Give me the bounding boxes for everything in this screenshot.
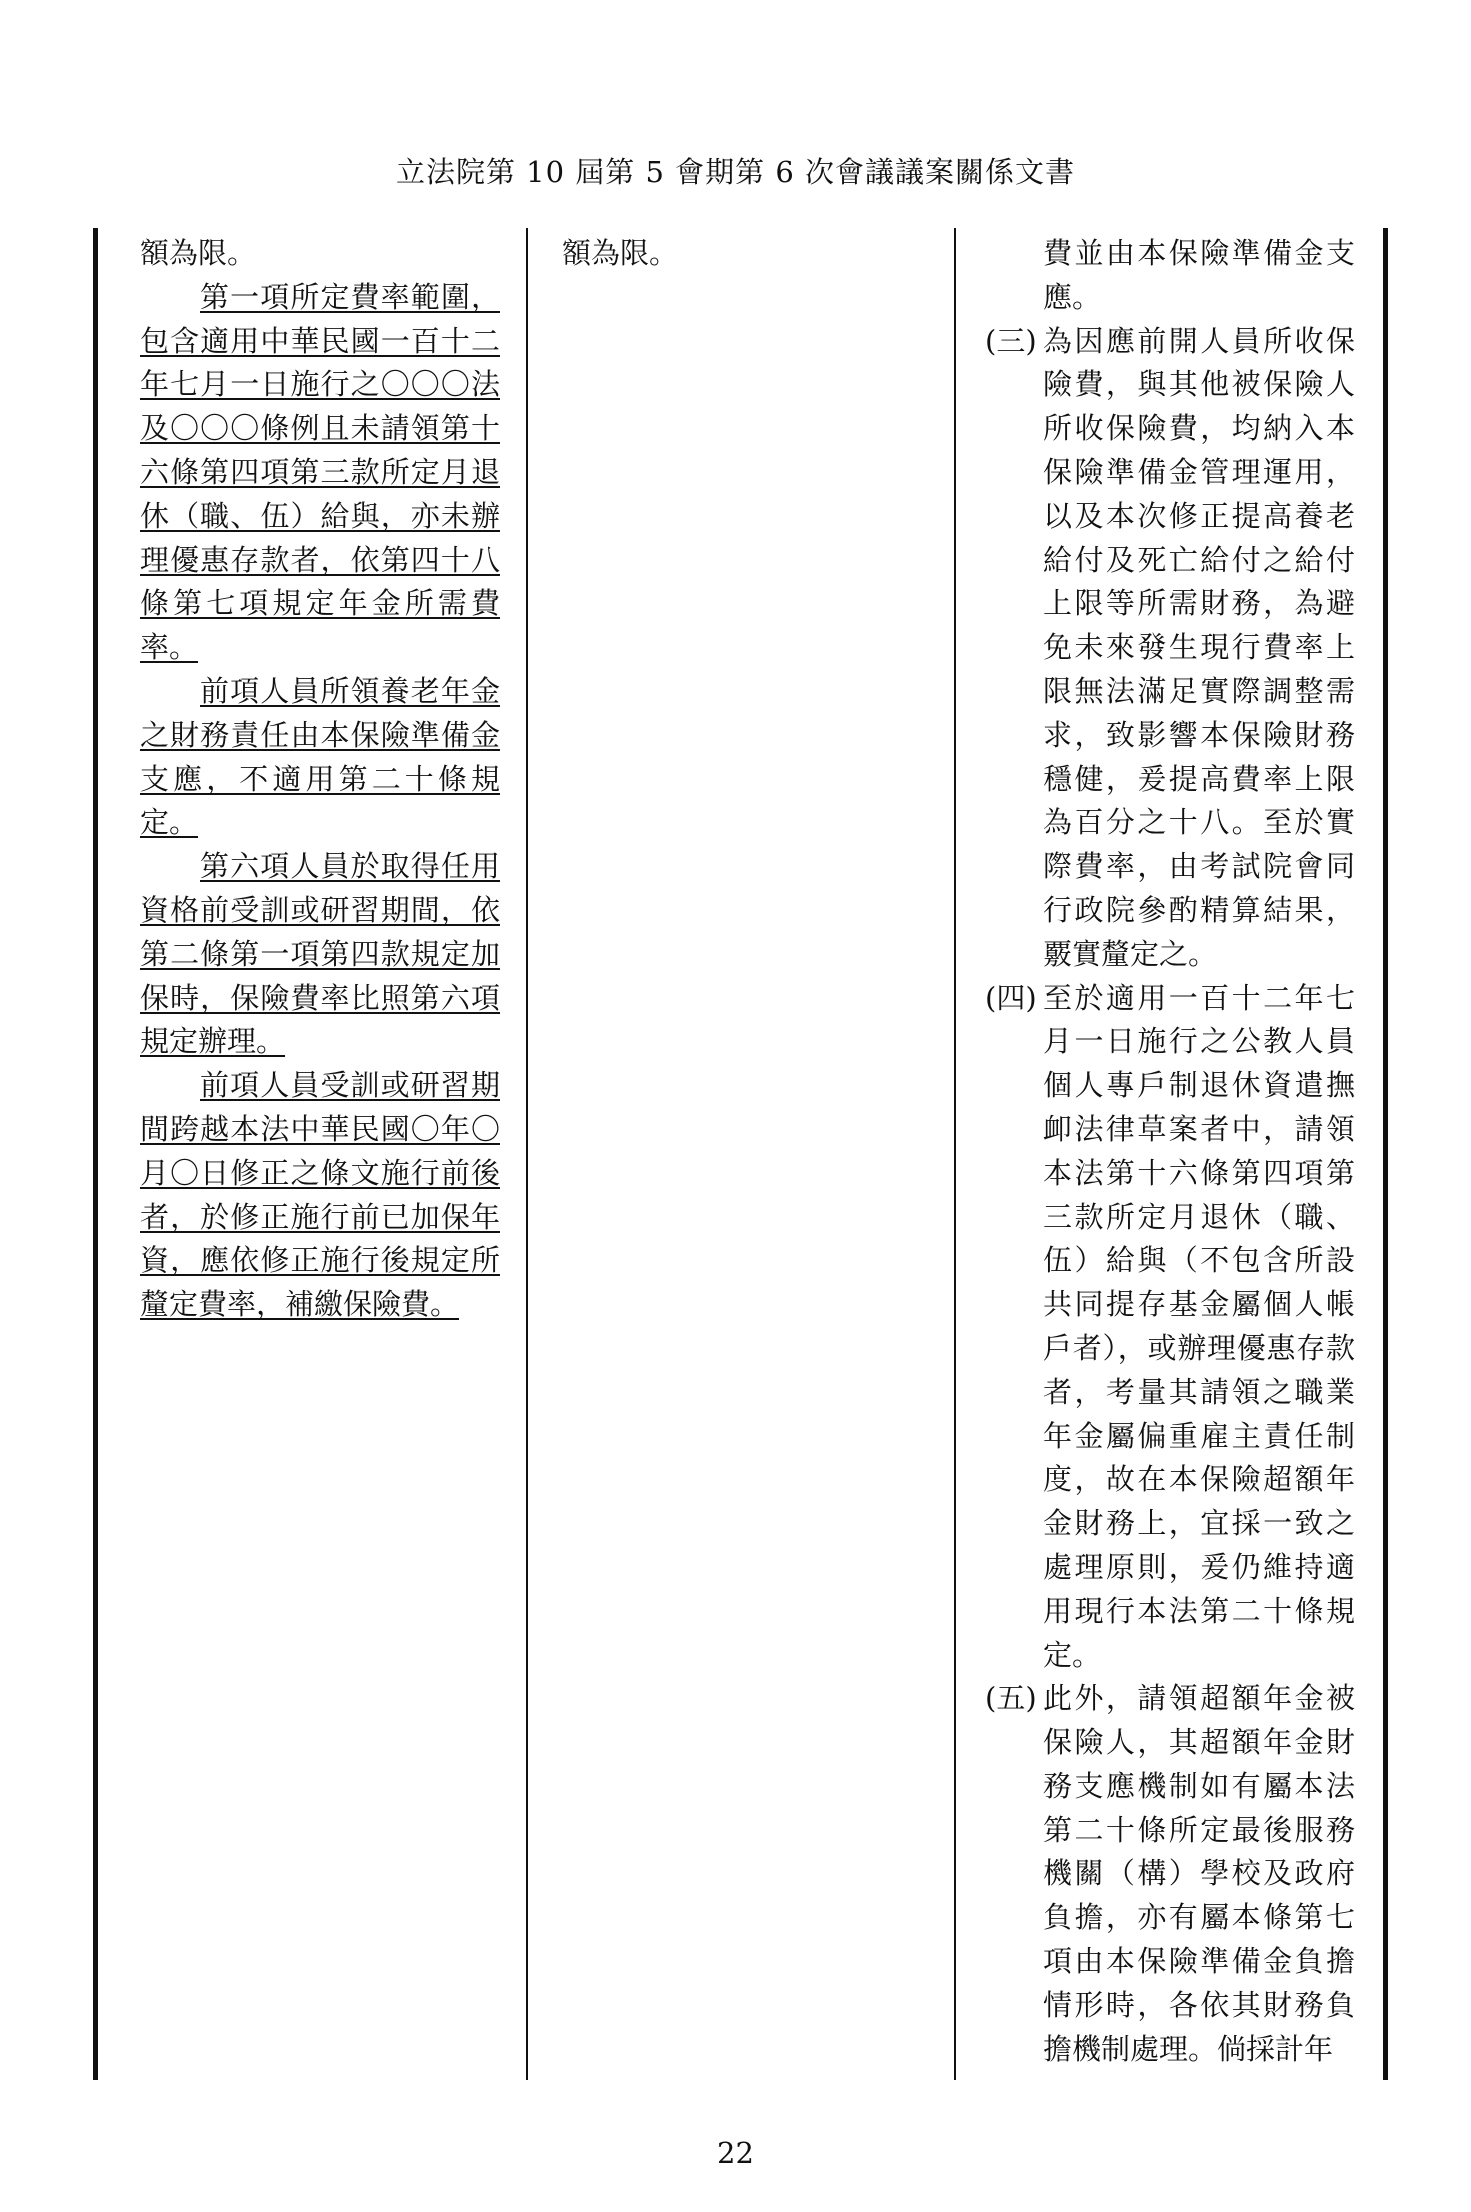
item-text: 此外，請領超額年金被保險人，其超額年金財務支應機制如有屬本法第二十條所定最後服務機關（構）學校及政府負擔，亦有屬本條第七項由本保險準備金負擔情形時，各依其財務負擔機制處理。倘採計年 bbox=[1043, 1681, 1355, 2066]
item-text: 至於適用一百十二年七月一日施行之公教人員個人專戶制退休資遣撫卹法律草案者中，請領本法第十六條第四項第三款所定月退休（職、伍）給與（不包含所設共同提存基金屬個人帳戶者），或辦理優惠存款者，考量其請領之職業年金屬偏重雇主責任制度，故在本保險超額年金財務上，宜採一致之處理原則，爰仍維持適用現行本法第二十條規定。 bbox=[1043, 980, 1355, 1672]
item-text: 為因應前開人員所收保險費，與其他被保險人所收保險費，均納入本保險準備金管理運用，以及本次修正提高養老給付及死亡給付之給付上限等所需財務，為避免未來發生現行費率上限無法滿足實際調整需求，致影響本保險財務穩健，爰提高費率上限為百分之十八。至於實際費率，由考試院會同行政院參酌精算結果，覈實釐定之。 bbox=[1043, 323, 1355, 971]
document-header: 立法院第 10 屆第 5 會期第 6 次會議議案關係文書 bbox=[395, 155, 1076, 189]
item-number: (四) bbox=[985, 980, 1037, 1015]
col1-paragraph: 第一項所定費率範圍，包含適用中華民國一百十二年七月一日施行之〇〇〇法及〇〇〇條例且未請領第十六條第四項第三款所定月退休（職、伍）給與，亦未辦理優惠存款者，依第四十八條第七項規定年金所需費率。 bbox=[140, 279, 500, 665]
col1-lead: 額為限。 bbox=[140, 236, 257, 270]
item-number: (五) bbox=[985, 1681, 1037, 1716]
col1-paragraph: 前項人員所領養老年金之財務責任由本保險準備金支應，不適用第二十條規定。 bbox=[140, 673, 500, 840]
explanation-item bbox=[975, 320, 1355, 977]
col1-paragraph: 前項人員受訓或研習期間跨越本法中華民國〇年〇月〇日修正之條文施行前後者，於修正施行前已加保年資，應依修正施行後規定所釐定費率，補繳保險費。 bbox=[140, 1068, 500, 1322]
page-number: 22 bbox=[717, 2136, 754, 2170]
revised-text-column bbox=[140, 232, 500, 1327]
col3-lead: 費並由本保險準備金支應。 bbox=[1043, 236, 1355, 314]
explanation-item bbox=[975, 1677, 1355, 2071]
current-text-column bbox=[562, 232, 922, 276]
col1-paragraph: 第六項人員於取得任用資格前受訓或研習期間，依第二條第一項第四款規定加保時，保險費率比照第六項規定辦理。 bbox=[140, 849, 500, 1059]
table-border-left bbox=[93, 228, 98, 2080]
explanation-item bbox=[975, 977, 1355, 1678]
explanation-column bbox=[975, 232, 1355, 2071]
table-border-right bbox=[1383, 228, 1388, 2080]
col2-lead: 額為限。 bbox=[562, 236, 679, 270]
column-divider-2 bbox=[954, 228, 956, 2080]
column-divider-1 bbox=[526, 228, 528, 2080]
item-number: (三) bbox=[985, 323, 1037, 358]
